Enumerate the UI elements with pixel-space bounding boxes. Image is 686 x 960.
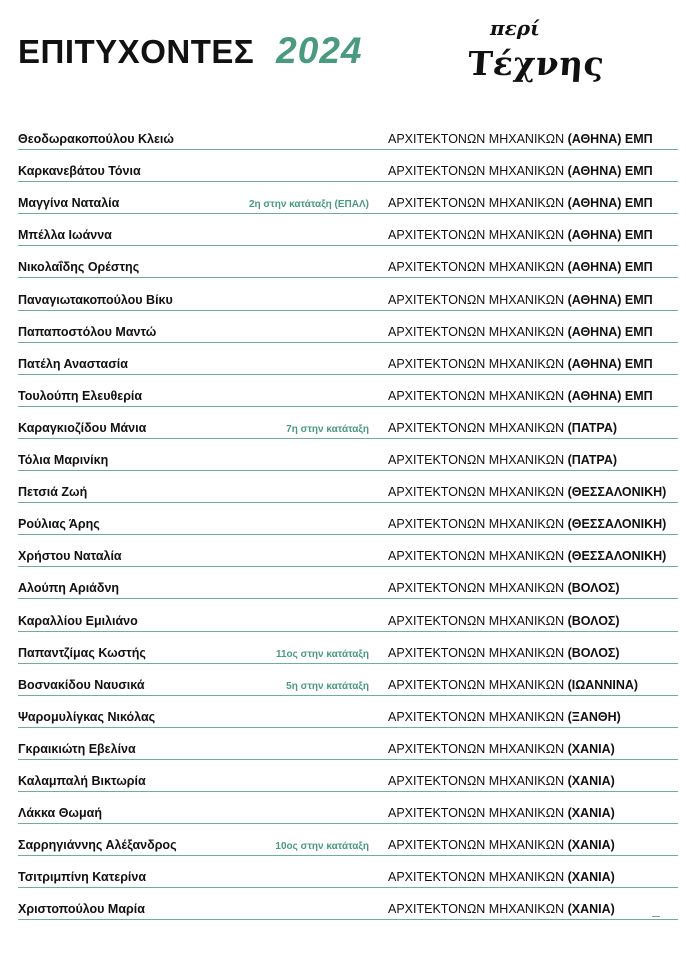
school-name — [388, 132, 653, 146]
ranking-note: 5η στην κατάταξη — [286, 680, 369, 692]
school-department: ΑΡΧΙΤΕΚΤΟΝΩΝ ΜΗΧΑΝΙΚΩΝ — [388, 838, 565, 853]
student-name: Νικολαΐδης Ορέστης — [18, 260, 140, 275]
school-name — [388, 678, 638, 692]
school-location: (ΒΟΛΟΣ) — [567, 645, 620, 660]
student-name: Καρκανεβάτου Τόνια — [18, 164, 141, 179]
student-name: Μαγγίνα Ναταλία — [18, 196, 120, 211]
school-department: ΑΡΧΙΤΕΚΤΟΝΩΝ ΜΗΧΑΝΙΚΩΝ — [388, 324, 565, 339]
school-location: (ΑΘΗΝΑ) ΕΜΠ — [567, 388, 653, 403]
school-name — [388, 325, 653, 339]
school-department: ΑΡΧΙΤΕΚΤΟΝΩΝ ΜΗΧΑΝΙΚΩΝ — [388, 517, 565, 532]
student-name: Καραλλίου Εμιλιάνο — [18, 613, 138, 628]
school-department: ΑΡΧΙΤΕΚΤΟΝΩΝ ΜΗΧΑΝΙΚΩΝ — [388, 549, 565, 564]
list-item — [18, 535, 678, 567]
school-location: (ΧΑΝΙΑ) — [567, 741, 615, 756]
school-location: (ΠΑΤΡΑ) — [567, 420, 618, 435]
school-location: (ΑΘΗΝΑ) ΕΜΠ — [567, 292, 653, 307]
list-item — [18, 824, 678, 856]
ranking-note: 11ος στην κατάταξη — [275, 648, 369, 660]
school-department: ΑΡΧΙΤΕΚΤΟΝΩΝ ΜΗΧΑΝΙΚΩΝ — [388, 773, 565, 788]
list-item — [18, 439, 678, 471]
school-location: (ΧΑΝΙΑ) — [567, 838, 615, 853]
school-department: ΑΡΧΙΤΕΚΤΟΝΩΝ ΜΗΧΑΝΙΚΩΝ — [388, 613, 565, 628]
list-item — [18, 375, 678, 407]
list-item — [18, 696, 678, 728]
list-item — [18, 567, 678, 599]
school-name — [388, 260, 653, 274]
student-name: Χρήστου Ναταλία — [18, 549, 122, 564]
school-department: ΑΡΧΙΤΕΚΤΟΝΩΝ ΜΗΧΑΝΙΚΩΝ — [388, 292, 565, 307]
school-department: ΑΡΧΙΤΕΚΤΟΝΩΝ ΜΗΧΑΝΙΚΩΝ — [388, 453, 565, 468]
school-name — [388, 164, 653, 178]
school-name — [388, 581, 620, 595]
student-name: Λάκκα Θωμαή — [18, 806, 102, 821]
list-item — [18, 760, 678, 792]
school-name — [388, 806, 615, 820]
brand-logo — [462, 16, 606, 86]
school-location: (ΑΘΗΝΑ) ΕΜΠ — [567, 260, 653, 275]
school-location: (ΠΑΤΡΑ) — [567, 453, 618, 468]
list-item — [18, 664, 678, 696]
student-name: Σαρρηγιάννης Αλέξανδρος — [18, 838, 177, 853]
school-location: (ΞΑΝΘΗ) — [567, 709, 621, 724]
results-list — [18, 118, 678, 920]
school-location: (ΑΘΗΝΑ) ΕΜΠ — [567, 356, 653, 371]
ranking-note: 2η στην κατάταξη (ΕΠΑΛ) — [248, 199, 369, 211]
school-department: ΑΡΧΙΤΕΚΤΟΝΩΝ ΜΗΧΑΝΙΚΩΝ — [388, 709, 565, 724]
school-department: ΑΡΧΙΤΕΚΤΟΝΩΝ ΜΗΧΑΝΙΚΩΝ — [388, 356, 565, 371]
school-name — [388, 421, 617, 435]
school-department: ΑΡΧΙΤΕΚΤΟΝΩΝ ΜΗΧΑΝΙΚΩΝ — [388, 164, 565, 179]
school-department: ΑΡΧΙΤΕΚΤΟΝΩΝ ΜΗΧΑΝΙΚΩΝ — [388, 806, 565, 821]
list-item — [18, 632, 678, 664]
list-item — [18, 150, 678, 182]
student-name: Αλούπη Αριάδνη — [18, 581, 120, 596]
school-department: ΑΡΧΙΤΕΚΤΟΝΩΝ ΜΗΧΑΝΙΚΩΝ — [388, 581, 565, 596]
school-department: ΑΡΧΙΤΕΚΤΟΝΩΝ ΜΗΧΑΝΙΚΩΝ — [388, 902, 565, 917]
logo-small-text: περί — [490, 16, 540, 40]
page-header — [18, 30, 362, 80]
school-name — [388, 357, 653, 371]
list-item — [18, 599, 678, 631]
school-name — [388, 517, 666, 531]
page-title: ΕΠΙΤΥΧΟΝΤΕΣ — [18, 33, 255, 70]
list-item — [18, 214, 678, 246]
school-location: (ΧΑΝΙΑ) — [567, 773, 615, 788]
student-name: Τσιτριμπίνη Κατερίνα — [18, 870, 147, 885]
student-name: Θεοδωρακοπούλου Κλειώ — [18, 132, 174, 147]
student-name: Ψαρομυλίγκας Νικόλας — [18, 709, 156, 724]
school-department: ΑΡΧΙΤΕΚΤΟΝΩΝ ΜΗΧΑΝΙΚΩΝ — [388, 741, 565, 756]
list-item — [18, 728, 678, 760]
list-item — [18, 343, 678, 375]
school-location: (ΘΕΣΣΑΛΟΝΙΚΗ) — [567, 549, 667, 564]
student-name: Ρούλιας Άρης — [18, 517, 100, 532]
school-name — [388, 293, 653, 307]
list-item — [18, 888, 678, 920]
school-location: (ΑΘΗΝΑ) ΕΜΠ — [567, 324, 653, 339]
list-item — [18, 118, 678, 150]
student-name: Πατέλη Αναστασία — [18, 356, 128, 371]
school-name — [388, 870, 615, 884]
page-year: 2024 — [276, 30, 363, 71]
trailing-mark — [652, 916, 660, 917]
school-name — [388, 549, 666, 563]
student-name: Καλαμπαλή Βικτωρία — [18, 773, 146, 788]
school-location: (ΑΘΗΝΑ) ΕΜΠ — [567, 164, 653, 179]
school-name — [388, 710, 621, 724]
school-department: ΑΡΧΙΤΕΚΤΟΝΩΝ ΜΗΧΑΝΙΚΩΝ — [388, 485, 565, 500]
school-location: (ΘΕΣΣΑΛΟΝΙΚΗ) — [567, 485, 667, 500]
student-name: Παπαντζίμας Κωστής — [18, 645, 146, 660]
school-department: ΑΡΧΙΤΕΚΤΟΝΩΝ ΜΗΧΑΝΙΚΩΝ — [388, 645, 565, 660]
school-department: ΑΡΧΙΤΕΚΤΟΝΩΝ ΜΗΧΑΝΙΚΩΝ — [388, 870, 565, 885]
student-name: Καραγκιοζίδου Μάνια — [18, 420, 147, 435]
student-name: Βοσνακίδου Ναυσικά — [18, 677, 145, 692]
student-name: Τουλούπη Ελευθερία — [18, 388, 143, 403]
school-location: (ΒΟΛΟΣ) — [567, 581, 620, 596]
list-item — [18, 246, 678, 278]
school-department: ΑΡΧΙΤΕΚΤΟΝΩΝ ΜΗΧΑΝΙΚΩΝ — [388, 260, 565, 275]
school-department: ΑΡΧΙΤΕΚΤΟΝΩΝ ΜΗΧΑΝΙΚΩΝ — [388, 677, 565, 692]
school-department: ΑΡΧΙΤΕΚΤΟΝΩΝ ΜΗΧΑΝΙΚΩΝ — [388, 132, 565, 147]
school-name — [388, 742, 615, 756]
school-name — [388, 389, 653, 403]
logo-big-text: Τέχνης — [466, 44, 606, 83]
school-location: (ΧΑΝΙΑ) — [567, 902, 615, 917]
list-item — [18, 503, 678, 535]
school-location: (ΧΑΝΙΑ) — [567, 806, 615, 821]
school-location: (ΧΑΝΙΑ) — [567, 870, 615, 885]
school-location: (ΘΕΣΣΑΛΟΝΙΚΗ) — [567, 517, 667, 532]
ranking-note: 10ος στην κατάταξη — [275, 841, 369, 853]
school-location: (ΙΩΑΝΝΙΝΑ) — [567, 677, 639, 692]
school-name — [388, 774, 615, 788]
student-name: Πετσιά Ζωή — [18, 485, 88, 500]
school-department: ΑΡΧΙΤΕΚΤΟΝΩΝ ΜΗΧΑΝΙΚΩΝ — [388, 420, 565, 435]
student-name: Χριστοπούλου Μαρία — [18, 902, 145, 917]
school-location: (ΑΘΗΝΑ) ΕΜΠ — [567, 132, 653, 147]
list-item — [18, 471, 678, 503]
school-department: ΑΡΧΙΤΕΚΤΟΝΩΝ ΜΗΧΑΝΙΚΩΝ — [388, 228, 565, 243]
list-item — [18, 311, 678, 343]
school-location: (ΒΟΛΟΣ) — [567, 613, 620, 628]
school-location: (ΑΘΗΝΑ) ΕΜΠ — [567, 196, 653, 211]
school-name — [388, 838, 615, 852]
list-item — [18, 278, 678, 310]
school-name — [388, 228, 653, 242]
school-name — [388, 485, 666, 499]
school-name — [388, 453, 617, 467]
list-item — [18, 182, 678, 214]
school-department: ΑΡΧΙΤΕΚΤΟΝΩΝ ΜΗΧΑΝΙΚΩΝ — [388, 196, 565, 211]
student-name: Μπέλλα Ιωάννα — [18, 228, 112, 243]
school-name — [388, 646, 620, 660]
school-name — [388, 614, 620, 628]
list-item — [18, 792, 678, 824]
student-name: Τόλια Μαρινίκη — [18, 453, 109, 468]
list-item — [18, 407, 678, 439]
ranking-note: 7η στην κατάταξη — [286, 423, 369, 435]
student-name: Γκραικιώτη Εβελίνα — [18, 741, 136, 756]
list-item — [18, 856, 678, 888]
school-location: (ΑΘΗΝΑ) ΕΜΠ — [567, 228, 653, 243]
school-department: ΑΡΧΙΤΕΚΤΟΝΩΝ ΜΗΧΑΝΙΚΩΝ — [388, 388, 565, 403]
student-name: Παναγιωτακοπούλου Βίκυ — [18, 292, 173, 307]
school-name — [388, 902, 615, 916]
school-name — [388, 196, 653, 210]
student-name: Παπαποστόλου Μαντώ — [18, 324, 157, 339]
